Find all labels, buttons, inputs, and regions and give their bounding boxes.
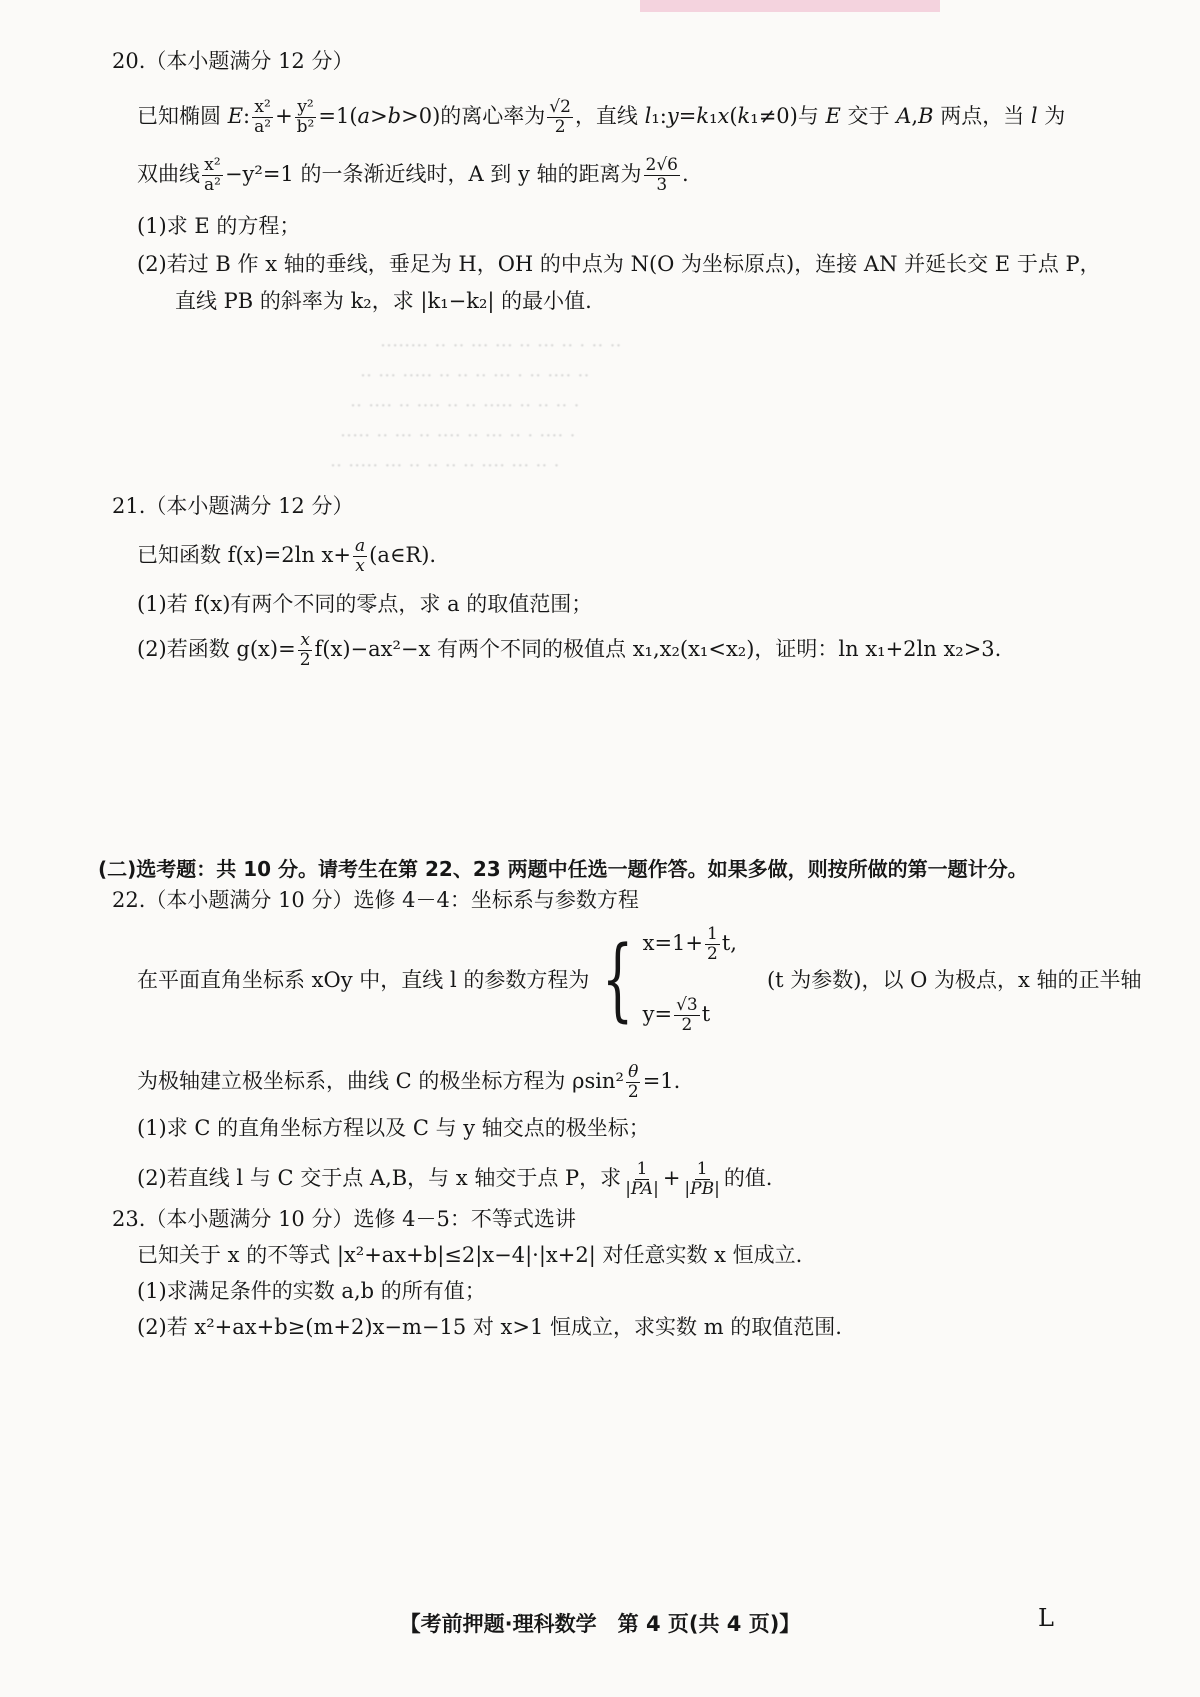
q21-title: 21.（本小题满分 12 分） <box>112 494 354 518</box>
pink-stain <box>640 0 940 12</box>
q21-line1: 已知函数 f(x)=2ln x+ $\frac{a}{x}$ (a∈R). <box>137 536 437 576</box>
q23-sub2: (2)若 x²+ax+b≥(m+2)x−m−15 对 x>1 恒成立，求实数 m 的取值范围. <box>137 1315 842 1339</box>
q20-line2: 双曲线 $\frac{\text{x²}}{\text{a²}}$ −y²=1 的一条渐近线时，A 到 y 轴的距离为 $\frac{2√6}{3}$ . <box>137 155 689 195</box>
bleed-through-text: ·· ··· ····· ·· ·· ·· ··· · ·· ···· ·· <box>360 365 590 387</box>
q21-sub1: (1)若 f(x)有两个不同的零点，求 a 的取值范围； <box>137 592 593 616</box>
q23-line1: 已知关于 x 的不等式 |x²+ax+b|≤2|x−4|·|x+2| 对任意实数 x 恒成立. <box>137 1243 803 1267</box>
q20-sub2a: (2)若过 B 作 x 轴的垂线，垂足为 H，OH 的中点为 N(O 为坐标原点)，连接 AN 并延长交 E 于点 P， <box>137 252 1101 276</box>
q22-sub1: (1)求 C 的直角坐标方程以及 C 与 y 轴交点的极坐标； <box>137 1116 650 1140</box>
q20-title: 20.（本小题满分 12 分） <box>112 49 354 73</box>
q22-line1: 在平面直角坐标系 xOy 中，直线 l 的参数方程为 { x=1+ $\frac{1}{2}$ t, y= $\frac{√3}{2}$ t (t 为参数)，以 O 为极点，x 轴的正半轴 <box>137 924 1142 1035</box>
q23-sub1: (1)求满足条件的实数 a,b 的所有值； <box>137 1279 486 1303</box>
section-2-heading: (二)选考题：共 10 分。请考生在第 22、23 两题中任选一题作答。如果多做，则按所做的第一题计分。 <box>98 857 1028 881</box>
bleed-through-text: ····· ·· ··· ·· ···· ·· ··· ·· · ···· · <box>340 425 576 447</box>
page-footer: 【考前押题·理科数学 第 4 页(共 4 页)】 <box>399 1612 801 1636</box>
corner-mark: L <box>1038 1604 1054 1632</box>
bleed-through-text: ·· ···· ·· ···· ·· ·· ····· ·· ·· ·· · <box>350 395 580 417</box>
q20-sub2b: 直线 PB 的斜率为 k₂，求 |k₁−k₂| 的最小值. <box>175 289 592 313</box>
q22-line2: 为极轴建立极坐标系，曲线 C 的极坐标方程为 ρsin² $\frac{\theta}{2}$ =1. <box>137 1062 681 1102</box>
q22-title: 22.（本小题满分 10 分）选修 4－4：坐标系与参数方程 <box>112 888 639 912</box>
q20-sub1: (1)求 E 的方程； <box>137 214 301 238</box>
q21-sub2: (2)若函数 g(x)= $\frac{x}{2}$ f(x)−ax²−x 有两个不同的极值点 x₁,x₂(x₁<x₂)，证明：ln x₁+2ln x₂>3. <box>137 630 1002 670</box>
bleed-through-text: ·· ····· ··· ·· ·· ·· ·· ···· ··· ·· · <box>330 455 560 477</box>
q22-sub2: (2)若直线 l 与 C 交于点 A,B，与 x 轴交于点 P，求 $\frac{1}{|PA|}$ + $\frac{1}{|PB|}$ 的值. <box>137 1159 773 1199</box>
brace: { <box>602 927 634 1032</box>
q23-title: 23.（本小题满分 10 分）选修 4－5：不等式选讲 <box>112 1207 576 1231</box>
bleed-through-text: ········ ·· ·· ··· ··· ·· ··· ·· · ·· ·· <box>380 335 622 357</box>
q20-line1: 已知椭圆 E: $\frac{\text{x²}}{\text{a²}}$ + $\frac{\text{y²}}{\text{b²}}$ =1(a>b>0)的离心率为 $\frac{√2}{2}$ ，直线 l₁:y=k₁x(k₁≠0)与 E 交于 A,B 两点，当 l 为 <box>137 97 1066 137</box>
